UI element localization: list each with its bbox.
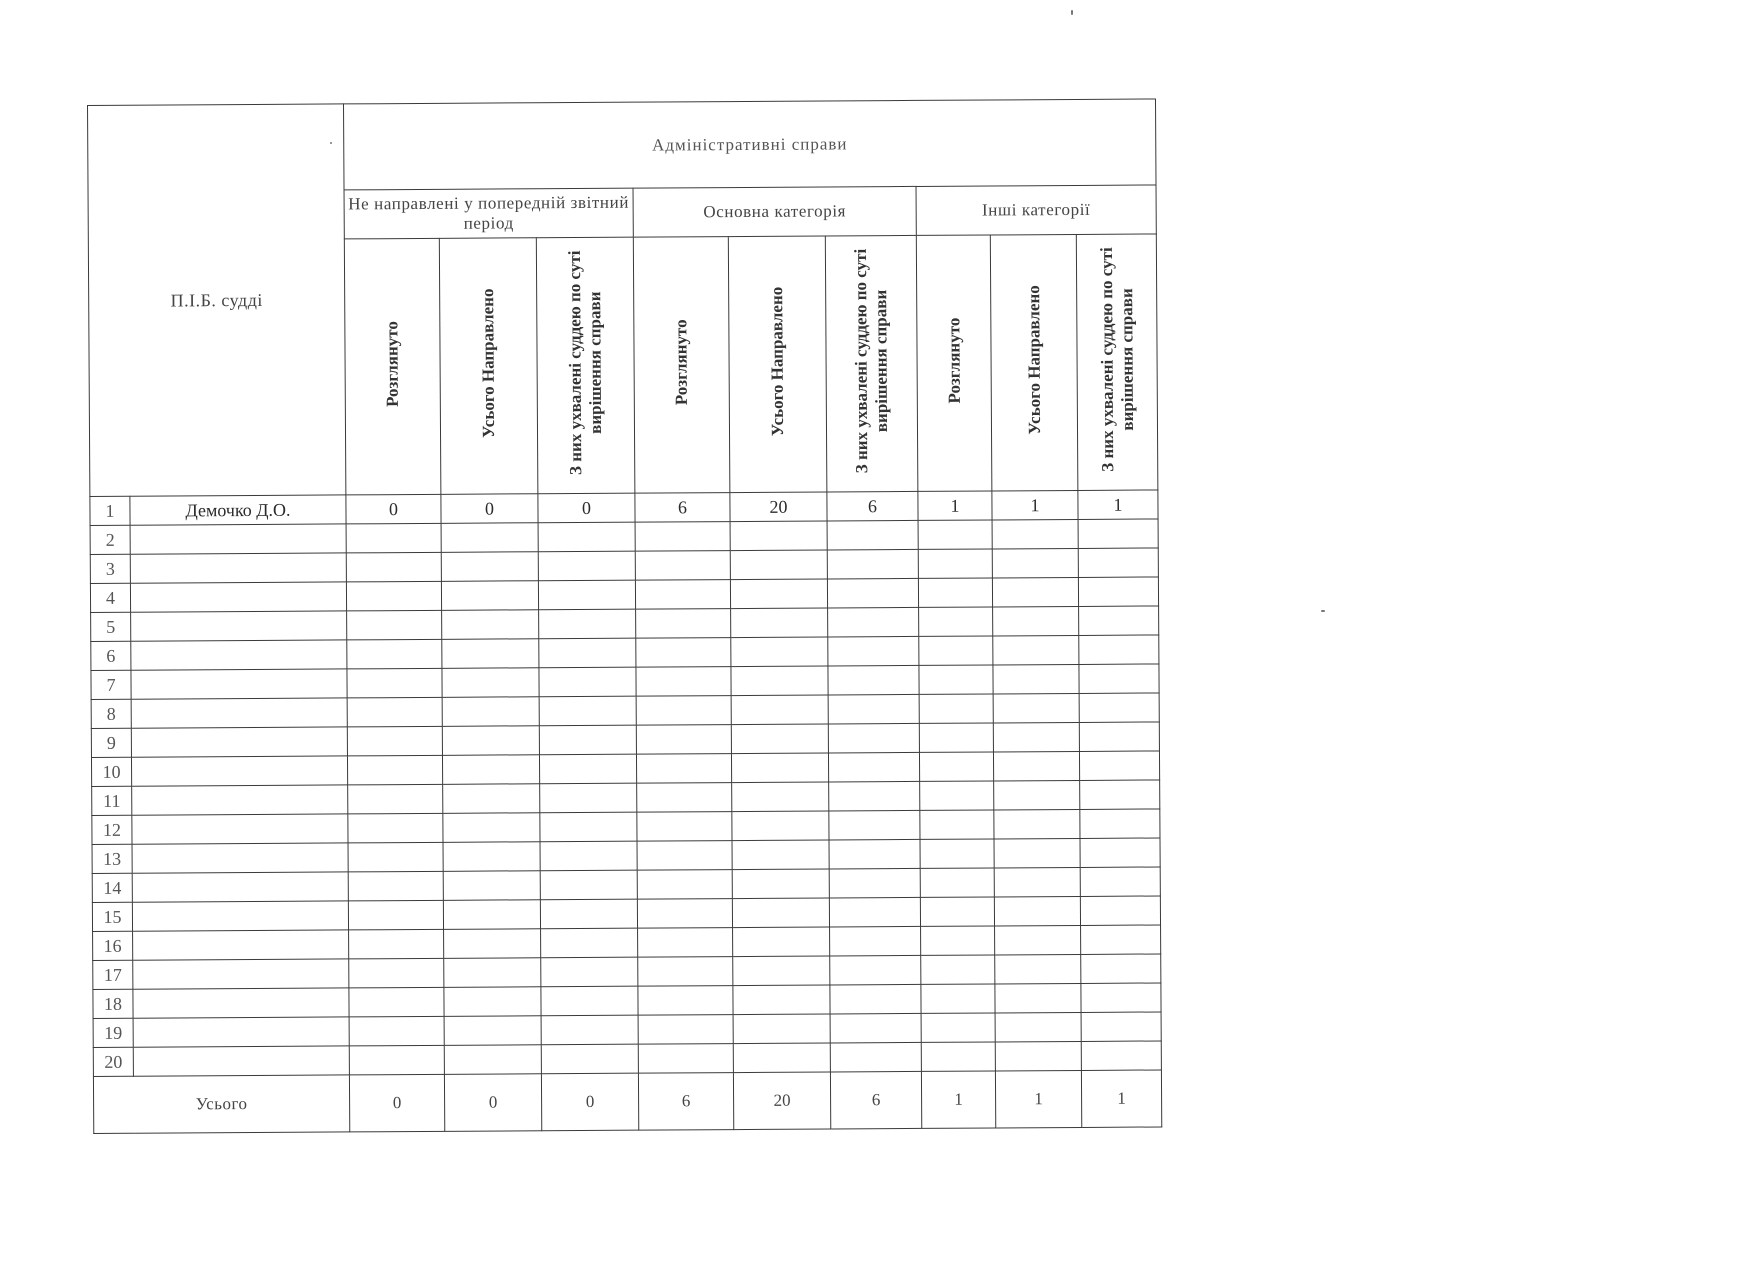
value-cell: 20 (730, 492, 827, 522)
value-cell (635, 522, 730, 552)
judge-name-cell: Демочко Д.О. (130, 495, 346, 525)
column-header (633, 237, 730, 494)
value-cell (442, 610, 539, 640)
value-cell (347, 697, 442, 727)
value-cell (733, 985, 830, 1015)
value-cell (731, 666, 828, 696)
judge-name-cell (131, 727, 347, 757)
value-cell (920, 868, 994, 897)
value-cell (349, 1016, 444, 1046)
value-cell (441, 581, 538, 611)
total-row (93, 1070, 1161, 1134)
value-cell (347, 668, 442, 698)
value-cell (731, 608, 828, 638)
row-number: 3 (90, 554, 130, 583)
value-cell (638, 957, 733, 987)
judge-name-cell (131, 640, 347, 670)
total-value-cell: 0 (349, 1074, 444, 1132)
value-cell (1079, 751, 1159, 780)
value-cell (730, 579, 827, 609)
judge-name-cell (131, 756, 347, 786)
value-cell (992, 519, 1078, 549)
scan-speck (330, 142, 332, 144)
value-cell (919, 723, 993, 752)
value-cell (827, 578, 918, 608)
value-cell (1080, 780, 1160, 809)
judge-name-cell (133, 1017, 349, 1047)
value-cell (442, 668, 539, 698)
value-cell (921, 926, 995, 955)
value-cell (921, 984, 995, 1013)
value-cell: 6 (827, 491, 918, 521)
value-cell (444, 1045, 541, 1075)
value-cell (995, 954, 1081, 984)
column-header (990, 234, 1078, 491)
value-cell (1081, 925, 1161, 954)
value-cell (442, 639, 539, 669)
value-cell (636, 667, 731, 697)
judge-name-cell (133, 988, 349, 1018)
value-cell (733, 1043, 830, 1073)
row-number: 1 (90, 496, 130, 525)
value-cell (730, 550, 827, 580)
value-cell (348, 784, 443, 814)
value-cell (637, 783, 732, 813)
value-cell (636, 696, 731, 726)
value-cell (1081, 954, 1161, 983)
value-cell (443, 813, 540, 843)
value-cell (349, 958, 444, 988)
value-cell (829, 868, 920, 898)
value-cell: 0 (538, 493, 635, 523)
group-header-other-categories: Інші категорії (916, 185, 1156, 235)
value-cell (920, 810, 994, 839)
value-cell (993, 635, 1079, 665)
value-cell (538, 580, 635, 610)
value-cell (829, 781, 920, 811)
value-cell (993, 693, 1079, 723)
value-cell (995, 983, 1081, 1013)
value-cell (540, 870, 637, 900)
value-cell (348, 871, 443, 901)
value-cell (828, 723, 919, 753)
value-cell (443, 871, 540, 901)
value-cell (920, 839, 994, 868)
value-cell (731, 753, 828, 783)
value-cell (1080, 809, 1160, 838)
total-value-cell: 1 (921, 1071, 995, 1128)
column-header-label: Усього Направлено (1023, 285, 1044, 435)
value-cell (347, 755, 442, 785)
value-cell (918, 549, 992, 578)
total-value-cell: 6 (638, 1073, 733, 1131)
judge-name-cell (133, 1046, 349, 1076)
value-cell (541, 928, 638, 958)
value-cell (828, 665, 919, 695)
value-cell (635, 551, 730, 581)
value-cell (732, 811, 829, 841)
value-cell (541, 986, 638, 1016)
value-cell (1080, 838, 1160, 867)
value-cell (731, 724, 828, 754)
value-cell (732, 782, 829, 812)
column-header-label: Усього Направлено (478, 288, 499, 439)
column-header-label: Розглянуто (943, 317, 964, 404)
value-cell (636, 609, 731, 639)
value-cell (992, 577, 1078, 607)
value-cell (827, 520, 918, 550)
value-cell: 1 (918, 491, 992, 520)
value-cell (994, 780, 1080, 810)
value-cell (541, 1044, 638, 1074)
value-cell (637, 870, 732, 900)
row-number: 18 (93, 989, 133, 1018)
value-cell (830, 1042, 921, 1072)
value-cell (443, 784, 540, 814)
value-cell (349, 929, 444, 959)
value-cell (919, 636, 993, 665)
value-cell (444, 958, 541, 988)
value-cell (919, 752, 993, 781)
value-cell (637, 841, 732, 871)
column-header-label: Усього Направлено (767, 287, 788, 437)
row-number: 7 (91, 670, 131, 699)
value-cell (539, 725, 636, 755)
judge-name-cell (132, 814, 348, 844)
value-cell: 1 (1078, 490, 1158, 519)
row-number: 5 (91, 612, 131, 641)
value-cell (733, 1014, 830, 1044)
value-cell (442, 726, 539, 756)
value-cell (636, 754, 731, 784)
total-value-cell: 0 (541, 1073, 638, 1131)
row-number: 19 (93, 1018, 133, 1047)
value-cell (994, 809, 1080, 839)
value-cell (638, 1044, 733, 1074)
value-cell (539, 609, 636, 639)
group-header-main-category: Основна категорія (633, 186, 916, 237)
judge-name-cell (132, 785, 348, 815)
column-header (344, 238, 441, 495)
column-header-label: З них ухвалені суддею по суті вирішення справи (564, 250, 606, 476)
judge-name-cell (131, 698, 347, 728)
value-cell (443, 900, 540, 930)
value-cell (444, 929, 541, 959)
total-value-cell: 1 (995, 1070, 1081, 1128)
value-cell (347, 610, 442, 640)
value-cell (828, 607, 919, 637)
group-header-previous-period: Не направлені у попередній звітний період (344, 188, 633, 239)
value-cell (636, 725, 731, 755)
value-cell (638, 928, 733, 958)
row-number: 6 (91, 641, 131, 670)
value-cell (993, 606, 1079, 636)
table-header (88, 99, 1158, 497)
value-cell (637, 899, 732, 929)
value-cell (441, 552, 538, 582)
judge-name-header: П.І.Б. судді (88, 104, 346, 497)
value-cell: 0 (441, 494, 538, 524)
value-cell (1080, 867, 1160, 896)
judge-name-cell (132, 872, 348, 902)
column-header (536, 237, 635, 494)
value-cell (1079, 635, 1159, 664)
value-cell (540, 899, 637, 929)
row-number: 13 (92, 844, 132, 873)
value-cell (827, 549, 918, 579)
value-cell (1079, 693, 1159, 722)
value-cell (540, 841, 637, 871)
row-number: 12 (92, 815, 132, 844)
value-cell (992, 548, 1078, 578)
row-number: 8 (91, 699, 131, 728)
value-cell (995, 1041, 1081, 1071)
value-cell (1079, 722, 1159, 751)
value-cell (540, 812, 637, 842)
value-cell (637, 812, 732, 842)
value-cell (993, 722, 1079, 752)
value-cell (921, 1042, 995, 1071)
row-number: 11 (92, 786, 132, 815)
value-cell (541, 1015, 638, 1045)
column-header-label: З них ухвалені суддею по суті вирішення справи (1096, 247, 1137, 473)
value-cell (733, 927, 830, 957)
value-cell (538, 551, 635, 581)
value-cell (733, 956, 830, 986)
judge-name-cell (133, 930, 349, 960)
section-header: Адміністративні справи (344, 99, 1157, 190)
value-cell (919, 694, 993, 723)
total-label: Усього (93, 1075, 349, 1134)
value-cell (636, 638, 731, 668)
value-cell (830, 1013, 921, 1043)
value-cell (1081, 1012, 1161, 1041)
value-cell (539, 667, 636, 697)
value-cell: 0 (346, 494, 441, 524)
value-cell (994, 838, 1080, 868)
value-cell (830, 984, 921, 1014)
value-cell (993, 751, 1079, 781)
row-number: 9 (91, 728, 131, 757)
value-cell (919, 607, 993, 636)
value-cell (349, 987, 444, 1017)
value-cell (348, 813, 443, 843)
report-sheet (87, 98, 1162, 1134)
value-cell (1079, 664, 1159, 693)
judge-name-cell (131, 669, 347, 699)
value-cell (348, 900, 443, 930)
value-cell (346, 523, 441, 553)
value-cell (1078, 577, 1158, 606)
value-cell (638, 986, 733, 1016)
value-cell (1081, 1041, 1161, 1070)
column-header-label: Розглянуто (382, 321, 402, 408)
value-cell (347, 726, 442, 756)
judge-name-cell (130, 582, 346, 612)
value-cell (994, 867, 1080, 897)
scan-speck (1321, 610, 1325, 612)
judge-name-cell (130, 524, 346, 554)
value-cell (993, 664, 1079, 694)
row-number: 4 (90, 583, 130, 612)
value-cell (732, 898, 829, 928)
row-number: 15 (92, 902, 132, 931)
value-cell (1079, 606, 1159, 635)
total-value-cell: 1 (1081, 1070, 1161, 1127)
value-cell (539, 638, 636, 668)
value-cell (1078, 519, 1158, 548)
row-number: 2 (90, 525, 130, 554)
value-cell (1081, 983, 1161, 1012)
value-cell (348, 842, 443, 872)
column-header-label: З них ухвалені суддею по суті вирішення справи (850, 249, 892, 474)
value-cell (635, 580, 730, 610)
value-cell (731, 637, 828, 667)
value-cell (918, 520, 992, 549)
column-header (916, 235, 992, 491)
judge-name-cell (132, 843, 348, 873)
value-cell (346, 552, 441, 582)
judge-name-cell (133, 959, 349, 989)
value-cell (828, 694, 919, 724)
value-cell (995, 925, 1081, 955)
value-cell: 1 (992, 490, 1078, 520)
scan-speck (1071, 10, 1073, 15)
value-cell (443, 842, 540, 872)
value-cell (442, 755, 539, 785)
column-header (1076, 234, 1158, 490)
row-number: 14 (92, 873, 132, 902)
value-cell (540, 783, 637, 813)
value-cell (444, 987, 541, 1017)
value-cell (921, 955, 995, 984)
value-cell (1080, 896, 1160, 925)
value-cell (732, 840, 829, 870)
value-cell (442, 697, 539, 727)
judges-report-table (87, 98, 1162, 1134)
total-value-cell: 0 (444, 1074, 541, 1132)
row-number: 16 (93, 931, 133, 960)
value-cell: 6 (635, 493, 730, 523)
value-cell (995, 1012, 1081, 1042)
value-cell (829, 897, 920, 927)
value-cell (732, 869, 829, 899)
table-footer (93, 1070, 1161, 1134)
judge-name-cell (131, 611, 347, 641)
value-cell (349, 1045, 444, 1075)
value-cell (829, 810, 920, 840)
table-body (90, 490, 1162, 1077)
value-cell (920, 781, 994, 810)
column-header (439, 238, 538, 495)
value-cell (539, 754, 636, 784)
judge-name-cell (130, 553, 346, 583)
value-cell (918, 578, 992, 607)
row-number: 17 (93, 960, 133, 989)
value-cell (828, 636, 919, 666)
value-cell (830, 955, 921, 985)
row-number: 20 (93, 1047, 133, 1076)
value-cell (638, 1015, 733, 1045)
value-cell (919, 665, 993, 694)
value-cell (346, 581, 441, 611)
value-cell (731, 695, 828, 725)
column-header (728, 236, 827, 493)
total-value-cell: 6 (830, 1071, 921, 1129)
value-cell (920, 897, 994, 926)
value-cell (539, 696, 636, 726)
value-cell (347, 639, 442, 669)
judge-name-cell (132, 901, 348, 931)
value-cell (730, 521, 827, 551)
total-value-cell: 20 (733, 1072, 830, 1130)
value-cell (921, 1013, 995, 1042)
value-cell (538, 522, 635, 552)
value-cell (828, 752, 919, 782)
value-cell (830, 926, 921, 956)
value-cell (994, 896, 1080, 926)
value-cell (444, 1016, 541, 1046)
row-number: 10 (91, 757, 131, 786)
value-cell (829, 839, 920, 869)
column-header (825, 235, 918, 492)
column-header-label: Розглянуто (671, 319, 691, 406)
value-cell (541, 957, 638, 987)
value-cell (441, 523, 538, 553)
value-cell (1078, 548, 1158, 577)
